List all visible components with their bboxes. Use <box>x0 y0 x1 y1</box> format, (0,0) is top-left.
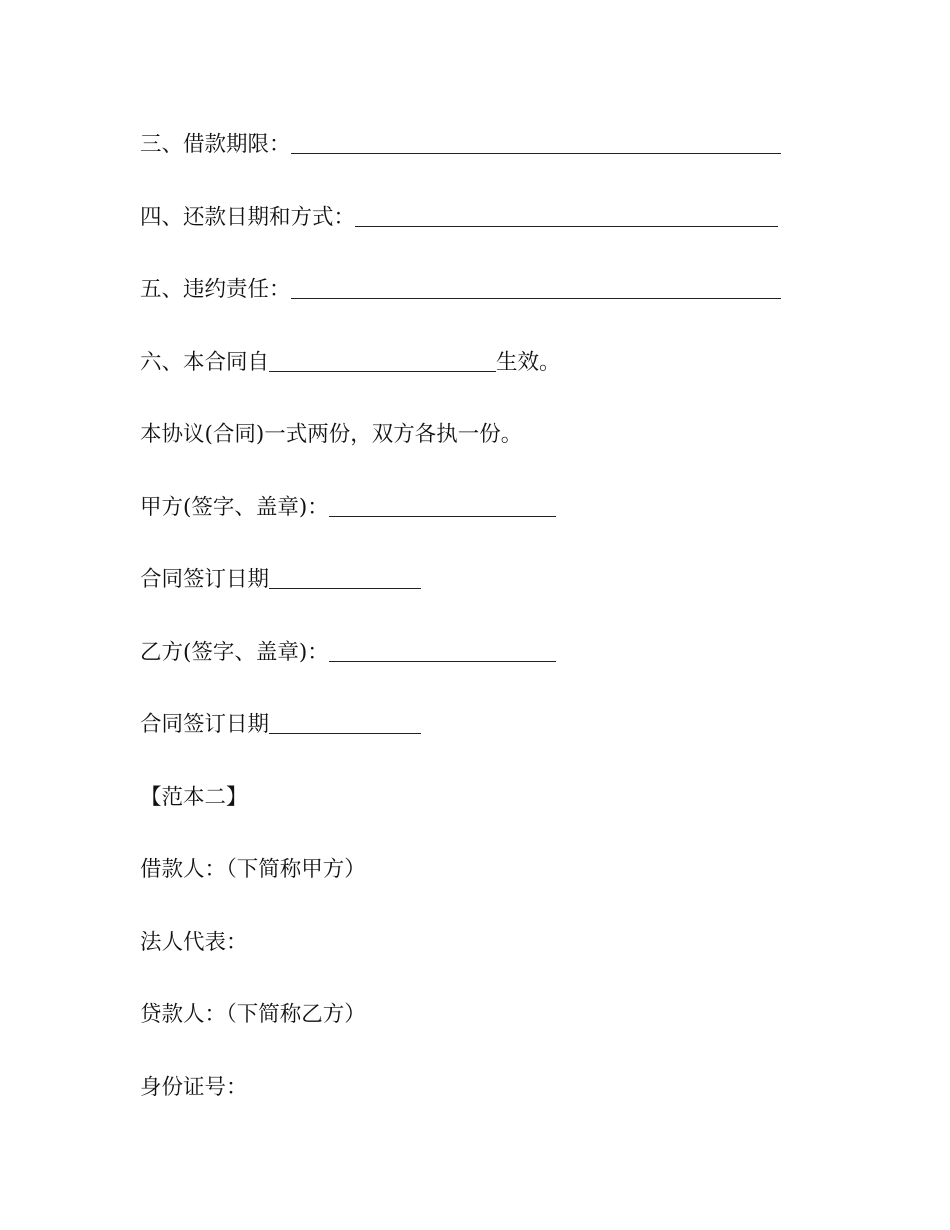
signature-label: 甲方(签字、盖章)： <box>140 494 329 520</box>
blank-fill-line <box>329 643 556 662</box>
clause-repayment-date-method <box>140 182 840 255</box>
legal-representative-label: 法人代表： <box>140 929 248 955</box>
clause-breach-liability <box>140 254 840 327</box>
party-b-signature <box>140 617 840 690</box>
blank-fill-line <box>269 353 496 372</box>
clause-loan-term <box>140 109 840 182</box>
borrower-label: 借款人：（下简称甲方） <box>140 857 366 882</box>
copies-statement <box>140 399 840 472</box>
document-body <box>140 109 840 1124</box>
blank-fill-line <box>291 280 781 299</box>
clause-label: 四、还款日期和方式： <box>140 204 356 230</box>
signature-label: 乙方(签字、盖章)： <box>140 639 329 665</box>
party-a-signature <box>140 472 840 545</box>
blank-fill-line <box>269 570 421 589</box>
party-b-sign-date <box>140 689 840 762</box>
lender-line <box>140 979 840 1052</box>
legal-representative-line <box>140 907 840 980</box>
borrower-line <box>140 834 840 907</box>
section-heading: 【范本二】 <box>140 784 248 810</box>
template-two-heading <box>140 762 840 835</box>
date-label: 合同签订日期 <box>140 712 270 737</box>
clause-label: 五、违约责任： <box>140 277 291 302</box>
lender-label: 贷款人：（下简称乙方） <box>140 1002 366 1027</box>
clause-effective-date <box>140 327 840 400</box>
id-number-line <box>140 1052 840 1125</box>
blank-fill-line <box>269 715 421 734</box>
blank-fill-line <box>355 208 778 227</box>
clause-label: 六、本合同自 <box>140 349 270 375</box>
date-label: 合同签订日期 <box>140 567 270 592</box>
id-number-label: 身份证号： <box>140 1074 248 1100</box>
clause-suffix: 生效。 <box>496 349 561 375</box>
party-a-sign-date <box>140 544 840 617</box>
statement-text: 本协议(合同)一式两份，双方各执一份。 <box>140 422 523 447</box>
blank-fill-line <box>291 135 781 154</box>
clause-label: 三、借款期限： <box>140 132 291 157</box>
blank-fill-line <box>329 498 556 517</box>
